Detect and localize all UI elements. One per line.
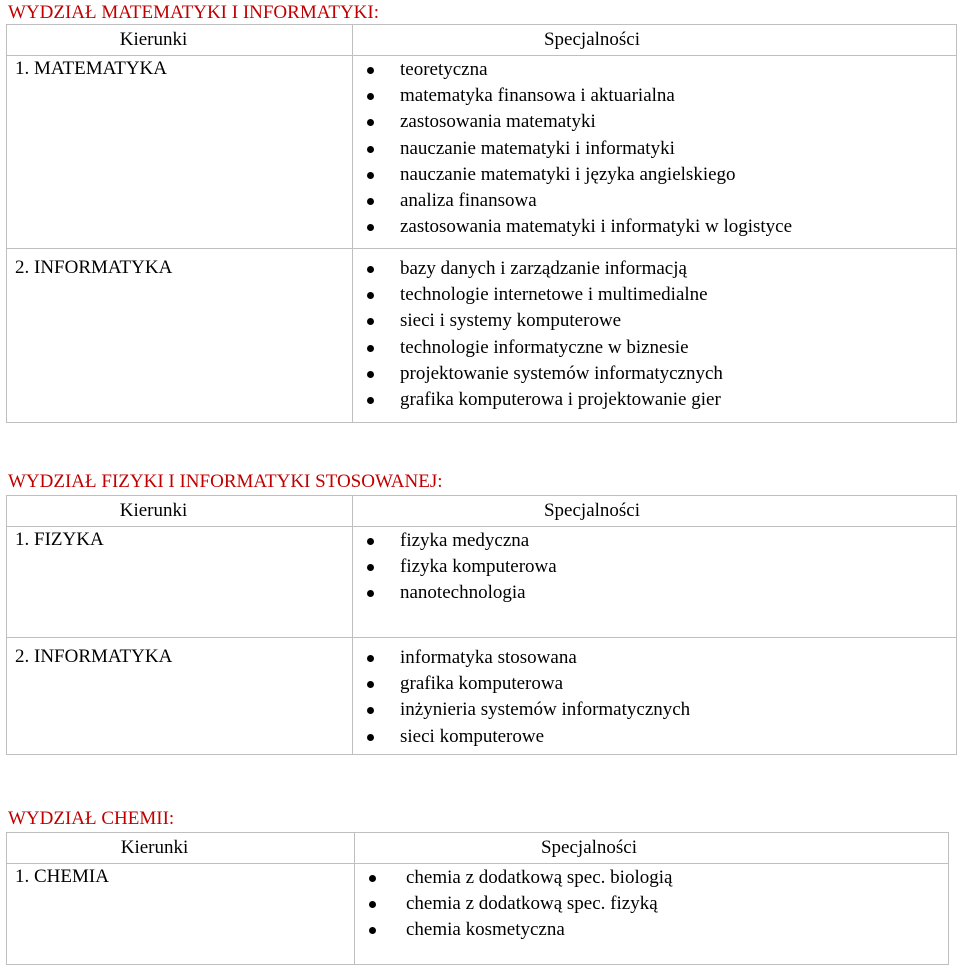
table-row (7, 638, 957, 755)
specjalnosci-cell (353, 638, 957, 755)
table-fizyki-informatyki-stosowanej (6, 495, 957, 755)
specjalnosci-list (353, 256, 956, 413)
list-item: informatyka stosowana (400, 645, 956, 671)
kierunek-cell: 1. FIZYKA (7, 527, 353, 638)
list-item: nanotechnologia (400, 580, 956, 606)
section-heading-matematyki-informatyki: WYDZIAŁ MATEMATYKI I INFORMATYKI: (8, 2, 379, 23)
list-item: matematyka finansowa i aktuarialna (400, 83, 956, 109)
list-item: bazy danych i zarządzanie informacją (400, 256, 956, 282)
column-header-kierunki: Kierunki (7, 25, 353, 56)
column-header-specjalnosci: Specjalności (355, 833, 949, 864)
specjalnosci-list (353, 528, 956, 607)
table-header-row (7, 496, 957, 527)
list-item: technologie internetowe i multimedialne (400, 282, 956, 308)
table-row (7, 527, 957, 638)
section-heading-fizyki-informatyki-stosowanej: WYDZIAŁ FIZYKI I INFORMATYKI STOSOWANEJ: (8, 471, 443, 492)
kierunek-cell: 1. CHEMIA (7, 864, 355, 965)
table-row (7, 56, 957, 249)
column-header-specjalnosci: Specjalności (353, 496, 957, 527)
list-item: grafika komputerowa (400, 671, 956, 697)
table-chemii (6, 832, 949, 965)
table-header-row (7, 25, 957, 56)
list-item: projektowanie systemów informatycznych (400, 361, 956, 387)
list-item: zastosowania matematyki (400, 109, 956, 135)
specjalnosci-cell (353, 56, 957, 249)
kierunek-cell: 1. MATEMATYKA (7, 56, 353, 249)
kierunek-cell: 2. INFORMATYKA (7, 638, 353, 755)
specjalnosci-cell (353, 527, 957, 638)
list-item: fizyka medyczna (400, 528, 956, 554)
list-item: sieci komputerowe (400, 724, 956, 750)
list-item: nauczanie matematyki i informatyki (400, 136, 956, 162)
column-header-specjalnosci: Specjalności (353, 25, 957, 56)
list-item: nauczanie matematyki i języka angielskiego (400, 162, 956, 188)
list-item: inżynieria systemów informatycznych (400, 697, 956, 723)
list-item: zastosowania matematyki i informatyki w logistyce (400, 214, 956, 240)
list-item: technologie informatyczne w biznesie (400, 335, 956, 361)
column-header-kierunki: Kierunki (7, 833, 355, 864)
table-header-row (7, 833, 949, 864)
column-header-kierunki: Kierunki (7, 496, 353, 527)
specjalnosci-cell (355, 864, 949, 965)
list-item: chemia kosmetyczna (406, 917, 948, 943)
list-item: fizyka komputerowa (400, 554, 956, 580)
table-matematyki-informatyki (6, 24, 957, 423)
specjalnosci-list (353, 645, 956, 750)
section-heading-chemii: WYDZIAŁ CHEMII: (8, 808, 175, 829)
table-row (7, 249, 957, 423)
list-item: analiza finansowa (400, 188, 956, 214)
list-item: sieci i systemy komputerowe (400, 308, 956, 334)
specjalnosci-list (353, 57, 956, 240)
specjalnosci-list (355, 865, 948, 944)
specjalnosci-cell (353, 249, 957, 423)
list-item: grafika komputerowa i projektowanie gier (400, 387, 956, 413)
list-item: chemia z dodatkową spec. fizyką (406, 891, 948, 917)
list-item: teoretyczna (400, 57, 956, 83)
table-row (7, 864, 949, 965)
kierunek-cell: 2. INFORMATYKA (7, 249, 353, 423)
list-item: chemia z dodatkową spec. biologią (406, 865, 948, 891)
